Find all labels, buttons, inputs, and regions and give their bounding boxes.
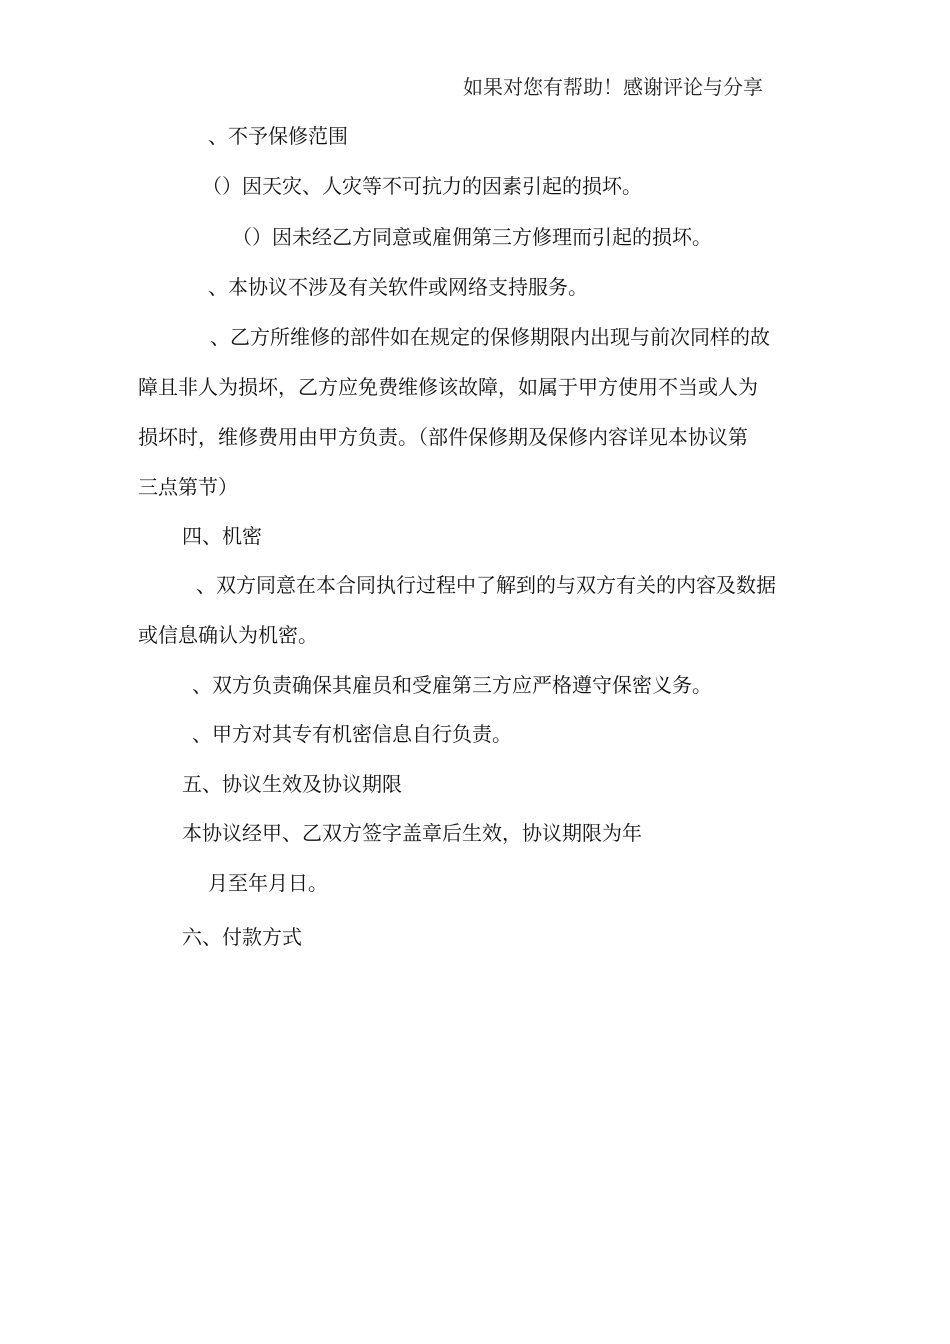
clause-confidentiality-line-2: 或信息确认为机密。 — [138, 623, 318, 647]
clause-repair-warranty-line-2: 障且非人为损坏，乙方应免费维修该故障，如属于甲方使用不当或人为 — [138, 375, 758, 399]
clause-repair-warranty-line-4: 三点第节） — [138, 475, 238, 499]
clause-employee-obligation: 、双方负责确保其雇员和受雇第三方应严格遵守保密义务。 — [192, 673, 712, 697]
clause-confidentiality-line-1: 、双方同意在本合同执行过程中了解到的与双方有关的内容及数据 — [196, 573, 776, 597]
clause-term-line-2: 月至年月日。 — [208, 871, 328, 895]
section-heading-confidentiality: 四、机密 — [182, 524, 262, 548]
clause-repair-warranty-line-1: 、乙方所维修的部件如在规定的保修期限内出现与前次同样的故 — [210, 325, 770, 349]
exclusion-item-third-party: （）因未经乙方同意或雇佣第三方修理而引起的损坏。 — [232, 225, 712, 249]
clause-party-a-responsibility: 、甲方对其专有机密信息自行负责。 — [192, 722, 512, 746]
section-heading-warranty-exclusions: 、不予保修范围 — [208, 124, 348, 148]
section-heading-effectiveness-term: 五、协议生效及协议期限 — [182, 772, 402, 796]
exclusion-item-disaster: （）因天灾、人灾等不可抗力的因素引起的损坏。 — [202, 174, 642, 198]
clause-repair-warranty-line-3: 损坏时，维修费用由甲方负责。（部件保修期及保修内容详见本协议第 — [138, 425, 748, 449]
clause-software-support: 、本协议不涉及有关软件或网络支持服务。 — [208, 275, 588, 299]
section-heading-payment-method: 六、付款方式 — [182, 925, 302, 949]
clause-term-line-1: 本协议经甲、乙双方签字盖章后生效，协议期限为年 — [182, 821, 642, 845]
header-note: 如果对您有帮助！感谢评论与分享 — [463, 75, 763, 99]
